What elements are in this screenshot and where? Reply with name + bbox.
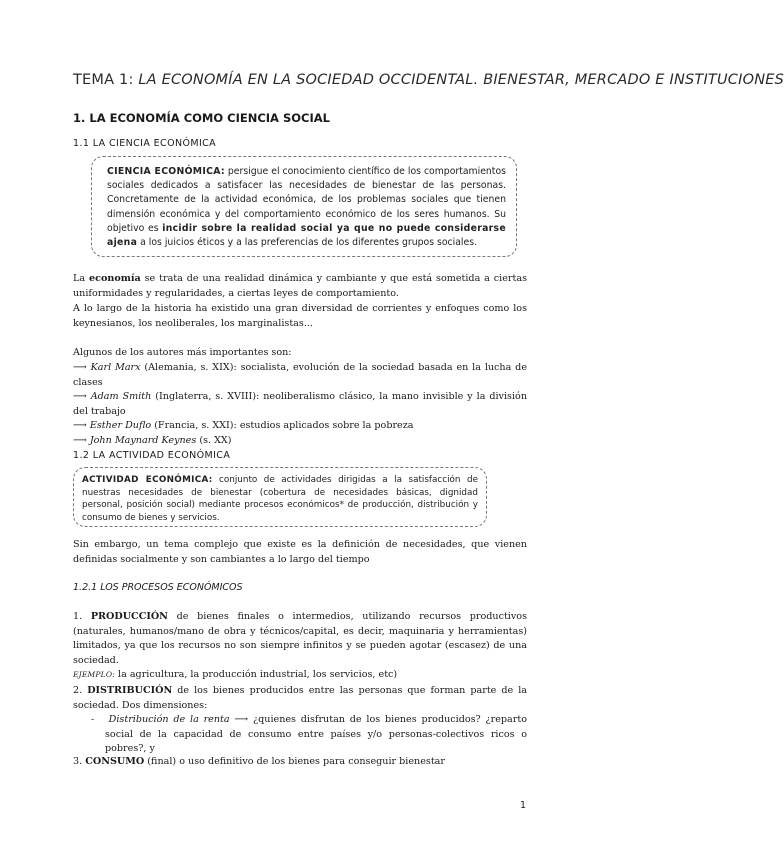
authors-intro: Algunos de los autores más importantes son:: [73, 347, 292, 358]
authors-list: [73, 361, 527, 448]
example-text: la agricultura, la producción industrial, los servicios, etc): [114, 669, 398, 680]
example-label: EJEMPLO:: [73, 670, 115, 679]
paragraph-necesidades: Sin embargo, un tema complejo que existe es la definición de necesidades, que vienen definidas socialmente y son cambiantes a lo largo del tiempo: [73, 539, 527, 565]
definition-emphasis: incidir sobre la realidad social ya que no puede considerarse ajena: [107, 222, 506, 249]
process-produccion: [73, 610, 527, 683]
paragraph-economia: [73, 272, 527, 301]
definition-body: persigue el conocimiento científico de los comportamientos sociales dedicados a satisfacer las necesidades de bienestar de las personas. Concretamente de la actividad económica, de los problemas sociales que tienen dimensión económica y del comportamiento económico de los seres humanos. Su objetivo es: [107, 166, 506, 234]
process-desc: de los bienes producidos entre las personas que forman parte de la sociedad. Dos dimensiones:: [73, 685, 528, 711]
arrow-icon: ⟶: [73, 420, 90, 431]
author-desc: (Francia, s. XXI): estudios aplicados sobre la pobreza: [151, 420, 414, 431]
para-bold: economía: [89, 273, 141, 284]
definition-box-ciencia: [91, 156, 517, 257]
process-number: 2.: [73, 685, 88, 696]
item-text: ⟶ ¿quienes disfrutan de los bienes producidos? ¿reparto social de la capacidad de consumo entre países y/o personas-colectivos ricos o pobres?, y: [105, 714, 527, 754]
subsection-heading-1-2-1: 1.2.1 LOS PROCESOS ECONÓMICOS: [73, 582, 243, 593]
process-name: PRODUCCIÓN: [90, 611, 168, 622]
arrow-icon: ⟶: [73, 434, 90, 446]
definition-body: conjunto de actividades dirigidas a la satisfacción de nuestras necesidades de bienestar (cobertura de necesidades básicas, dignidad personal, posición social) mediante procesos económicos* de producción, distribución y consumo de bienes y servicios.: [82, 475, 478, 523]
author-desc: (s. XX): [196, 434, 232, 446]
process-number: 3.: [73, 756, 86, 767]
process-number: 1.: [73, 611, 91, 622]
author-item: [73, 434, 527, 449]
arrow-icon: ⟶: [73, 362, 91, 373]
process-name: CONSUMO: [85, 756, 145, 767]
list-item: [77, 713, 527, 757]
process-distribucion: [73, 684, 527, 757]
definition-text: [107, 165, 506, 250]
section-heading: 1. LA ECONOMÍA COMO CIENCIA SOCIAL: [73, 111, 330, 125]
title-tema: TEMA 1:: [73, 72, 134, 88]
title-topic: LA ECONOMÍA EN LA SOCIEDAD OCCIDENTAL. BIENESTAR, MERCADO E INSTITUCIONES: [138, 72, 784, 88]
author-desc: (Inglaterra, s. XVIII): neoliberalismo clásico, la mano invisible y la división del trabajo: [73, 391, 527, 417]
paragraph-historia: A lo largo de la historia ha existido una gran diversidad de corrientes y enfoques como los keynesianos, los neoliberales, los marginalistas...: [73, 303, 527, 329]
arrow-icon: ⟶: [73, 391, 91, 402]
author-name: Adam Smith: [90, 391, 152, 402]
para-text: La: [73, 273, 89, 284]
author-item: [73, 390, 527, 419]
item-italic: Distribución de la renta: [108, 714, 230, 725]
author-desc: (Alemania, s. XIX): socialista, evolución de la sociedad basada en la lucha de clases: [73, 362, 527, 388]
subsection-heading-1-1: 1.1 LA CIENCIA ECONÓMICA: [73, 138, 217, 149]
dash-bullet: -: [91, 714, 95, 725]
page-number: 1: [520, 800, 527, 811]
process-name: DISTRIBUCIÓN: [87, 685, 173, 696]
para-text: se trata de una realidad dinámica y cambiante y que está sometida a ciertas uniformidades y regularidades, a ciertas leyes de comportamiento.: [73, 273, 528, 299]
process-consumo: [73, 755, 527, 770]
process-desc: (final) o uso definitivo de los bienes para conseguir bienestar: [144, 756, 445, 767]
process-desc: de bienes finales o intermedios, utilizando recursos productivos (naturales, humanos/mano de obra y técnicos/capital, es decir, maquinaria y herramientas) limitados, ya que los recursos no son siempre infinitos y se pueden agotar (escasez) de una sociedad.: [73, 611, 527, 666]
definition-text: [82, 474, 478, 524]
subsection-heading-1-2: 1.2 LA ACTIVIDAD ECONÓMICA: [73, 450, 231, 461]
definition-tail: a los juicios éticos y a las preferencias de los diferentes grupos sociales.: [137, 237, 478, 249]
author-name: Esther Duflo: [89, 420, 152, 431]
author-item: [73, 419, 527, 434]
definition-term: ACTIVIDAD ECONÓMICA:: [82, 475, 213, 485]
author-name: John Maynard Keynes: [89, 434, 197, 446]
author-item: [73, 361, 527, 390]
author-name: Karl Marx: [90, 362, 141, 373]
page-title: [73, 72, 784, 88]
definition-box-actividad: [73, 467, 487, 527]
definition-term: CIENCIA ECONÓMICA:: [107, 166, 225, 177]
